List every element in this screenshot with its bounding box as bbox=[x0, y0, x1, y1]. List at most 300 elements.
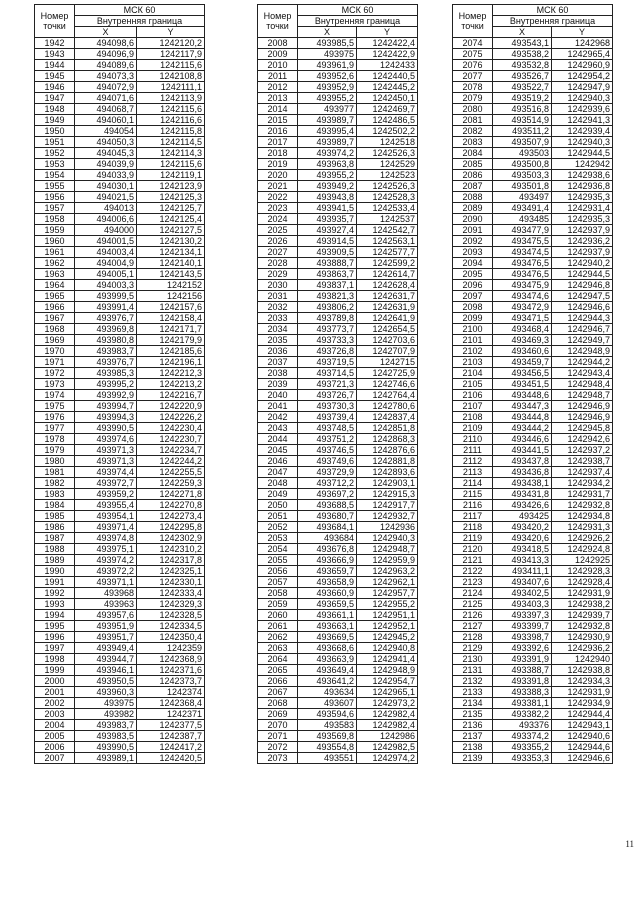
y-cell: 1242115,6 bbox=[137, 159, 205, 170]
y-cell: 1242216,7 bbox=[137, 390, 205, 401]
x-cell: 493952,9 bbox=[298, 82, 357, 93]
point-number-cell: 1950 bbox=[35, 126, 75, 137]
point-number-cell: 1957 bbox=[35, 203, 75, 214]
y-cell: 1242270,8 bbox=[137, 500, 205, 511]
y-cell: 1242928,4 bbox=[552, 577, 613, 588]
y-cell: 1242117,9 bbox=[137, 49, 205, 60]
msk-header: МСК 60 bbox=[75, 5, 205, 16]
table-row bbox=[453, 390, 613, 401]
point-number-cell: 2020 bbox=[258, 170, 298, 181]
table-row bbox=[453, 522, 613, 533]
point-number-cell: 1964 bbox=[35, 280, 75, 291]
table-row bbox=[35, 687, 205, 698]
x-cell: 493941,5 bbox=[298, 203, 357, 214]
x-cell: 493403,3 bbox=[493, 599, 552, 610]
x-cell: 493469,3 bbox=[493, 335, 552, 346]
x-cell: 493990,5 bbox=[75, 423, 137, 434]
table-row bbox=[35, 159, 205, 170]
x-cell: 493399,7 bbox=[493, 621, 552, 632]
table-row bbox=[35, 753, 205, 764]
point-number-cell: 2068 bbox=[258, 698, 298, 709]
x-cell: 493971,3 bbox=[75, 456, 137, 467]
y-cell: 1242946,6 bbox=[552, 753, 613, 764]
x-cell: 493714,5 bbox=[298, 368, 357, 379]
y-cell: 1242334,5 bbox=[137, 621, 205, 632]
y-cell: 1242158,4 bbox=[137, 313, 205, 324]
x-cell: 493974,6 bbox=[75, 434, 137, 445]
point-number-cell: 1983 bbox=[35, 489, 75, 500]
table-row bbox=[453, 687, 613, 698]
point-number-cell: 2080 bbox=[453, 104, 493, 115]
x-cell: 494096,9 bbox=[75, 49, 137, 60]
table-row bbox=[258, 434, 418, 445]
y-cell: 1242942 bbox=[552, 159, 613, 170]
table-row bbox=[35, 148, 205, 159]
table-row bbox=[258, 269, 418, 280]
point-number-cell: 1997 bbox=[35, 643, 75, 654]
point-number-cell: 2091 bbox=[453, 225, 493, 236]
point-number-cell: 1945 bbox=[35, 71, 75, 82]
y-cell: 1242157,6 bbox=[137, 302, 205, 313]
point-number-cell: 2000 bbox=[35, 676, 75, 687]
y-cell: 1242934,3 bbox=[552, 676, 613, 687]
table-row bbox=[453, 148, 613, 159]
table-row bbox=[35, 544, 205, 555]
x-cell: 493949,4 bbox=[75, 643, 137, 654]
y-cell: 1242433 bbox=[357, 60, 418, 71]
table-row bbox=[258, 687, 418, 698]
y-cell: 1242936 bbox=[357, 522, 418, 533]
y-cell: 1242328,5 bbox=[137, 610, 205, 621]
table-row bbox=[258, 643, 418, 654]
y-cell: 1242113,9 bbox=[137, 93, 205, 104]
y-cell: 1242371,6 bbox=[137, 665, 205, 676]
x-cell: 493391,9 bbox=[493, 654, 552, 665]
table-row bbox=[35, 357, 205, 368]
x-cell: 494089,6 bbox=[75, 60, 137, 71]
y-cell: 1242934,9 bbox=[552, 698, 613, 709]
x-cell: 493999,5 bbox=[75, 291, 137, 302]
y-cell: 1242325,1 bbox=[137, 566, 205, 577]
msk-header: МСК 60 bbox=[298, 5, 418, 16]
y-cell: 1242317,8 bbox=[137, 555, 205, 566]
point-number-cell: 2001 bbox=[35, 687, 75, 698]
point-number-cell: 1953 bbox=[35, 159, 75, 170]
x-cell: 493471,5 bbox=[493, 313, 552, 324]
table-row bbox=[35, 346, 205, 357]
point-number-cell: 2103 bbox=[453, 357, 493, 368]
table-row bbox=[453, 467, 613, 478]
y-cell: 1242715 bbox=[357, 357, 418, 368]
point-number-cell: 1942 bbox=[35, 38, 75, 49]
table-row bbox=[453, 621, 613, 632]
table-row bbox=[453, 588, 613, 599]
y-cell: 1242563,1 bbox=[357, 236, 418, 247]
x-cell: 493661,1 bbox=[298, 610, 357, 621]
x-cell: 494003,3 bbox=[75, 280, 137, 291]
point-number-cell: 2134 bbox=[453, 698, 493, 709]
point-number-cell: 2009 bbox=[258, 49, 298, 60]
x-cell: 494006,6 bbox=[75, 214, 137, 225]
table-row bbox=[258, 555, 418, 566]
y-cell: 1242641,9 bbox=[357, 313, 418, 324]
table-row bbox=[258, 38, 418, 49]
point-number-cell: 2055 bbox=[258, 555, 298, 566]
table-row bbox=[258, 511, 418, 522]
point-number-cell: 2100 bbox=[453, 324, 493, 335]
table-row bbox=[453, 291, 613, 302]
table-row bbox=[453, 577, 613, 588]
x-cell: 493398,7 bbox=[493, 632, 552, 643]
table-row bbox=[35, 126, 205, 137]
table-row bbox=[258, 445, 418, 456]
y-cell: 1242925 bbox=[552, 555, 613, 566]
table-row bbox=[258, 467, 418, 478]
y-cell: 1242903,1 bbox=[357, 478, 418, 489]
y-header: Y bbox=[137, 27, 205, 38]
x-cell: 493522,7 bbox=[493, 82, 552, 93]
table-row bbox=[258, 280, 418, 291]
table-row bbox=[258, 93, 418, 104]
point-number-label-2: точки bbox=[43, 21, 66, 31]
table-row bbox=[453, 214, 613, 225]
point-number-label-1: Номер bbox=[40, 11, 69, 21]
x-cell: 493437,8 bbox=[493, 456, 552, 467]
x-cell: 493407,6 bbox=[493, 577, 552, 588]
point-number-cell: 2032 bbox=[258, 302, 298, 313]
point-number-cell: 2017 bbox=[258, 137, 298, 148]
table-row bbox=[258, 720, 418, 731]
y-cell: 1242244,2 bbox=[137, 456, 205, 467]
x-cell: 493975,1 bbox=[75, 544, 137, 555]
point-number-cell: 2063 bbox=[258, 643, 298, 654]
table-row bbox=[35, 577, 205, 588]
y-cell: 1242948,7 bbox=[357, 544, 418, 555]
table-row bbox=[258, 610, 418, 621]
x-cell: 493420,6 bbox=[493, 533, 552, 544]
y-cell: 1242130,2 bbox=[137, 236, 205, 247]
point-number-cell: 2076 bbox=[453, 60, 493, 71]
point-number-cell: 2123 bbox=[453, 577, 493, 588]
y-cell: 1242523 bbox=[357, 170, 418, 181]
y-cell: 1242982,4 bbox=[357, 709, 418, 720]
x-cell: 493974,8 bbox=[75, 533, 137, 544]
table-row bbox=[453, 478, 613, 489]
x-cell: 493666,9 bbox=[298, 555, 357, 566]
point-number-cell: 2126 bbox=[453, 610, 493, 621]
point-number-cell: 1992 bbox=[35, 588, 75, 599]
table-row bbox=[453, 632, 613, 643]
y-cell: 1242450,1 bbox=[357, 93, 418, 104]
x-cell: 493476,5 bbox=[493, 269, 552, 280]
point-number-cell: 2053 bbox=[258, 533, 298, 544]
point-number-cell: 2048 bbox=[258, 478, 298, 489]
x-cell: 493684 bbox=[298, 533, 357, 544]
y-cell: 1242924,8 bbox=[552, 544, 613, 555]
table-row bbox=[258, 236, 418, 247]
x-cell: 493983,7 bbox=[75, 720, 137, 731]
point-number-cell: 2004 bbox=[35, 720, 75, 731]
table-row bbox=[258, 489, 418, 500]
y-cell: 1242944,6 bbox=[552, 742, 613, 753]
point-number-cell: 2044 bbox=[258, 434, 298, 445]
point-number-cell: 2071 bbox=[258, 731, 298, 742]
y-cell: 1242939,6 bbox=[552, 104, 613, 115]
y-cell: 1242936,8 bbox=[552, 181, 613, 192]
point-number-cell: 2128 bbox=[453, 632, 493, 643]
table-row bbox=[35, 610, 205, 621]
coord-table-3 bbox=[452, 4, 613, 764]
x-cell: 493497 bbox=[493, 192, 552, 203]
table-row bbox=[258, 456, 418, 467]
x-cell: 493413,3 bbox=[493, 555, 552, 566]
x-cell: 493909,5 bbox=[298, 247, 357, 258]
x-cell: 493355,2 bbox=[493, 742, 552, 753]
point-number-cell: 2037 bbox=[258, 357, 298, 368]
point-number-cell: 2130 bbox=[453, 654, 493, 665]
y-cell: 1242179,9 bbox=[137, 335, 205, 346]
y-cell: 1242948,4 bbox=[552, 379, 613, 390]
point-number-cell: 2034 bbox=[258, 324, 298, 335]
x-cell: 493726,7 bbox=[298, 390, 357, 401]
y-cell: 1242935,3 bbox=[552, 192, 613, 203]
y-cell: 1242957,7 bbox=[357, 588, 418, 599]
y-cell: 1242537 bbox=[357, 214, 418, 225]
table-row bbox=[35, 555, 205, 566]
y-cell: 1242954,7 bbox=[357, 676, 418, 687]
table-row bbox=[453, 82, 613, 93]
point-number-cell: 2016 bbox=[258, 126, 298, 137]
point-number-cell: 2136 bbox=[453, 720, 493, 731]
y-cell: 1242937,4 bbox=[552, 467, 613, 478]
table-row bbox=[258, 544, 418, 555]
point-number-cell: 2109 bbox=[453, 423, 493, 434]
y-cell: 1242948,9 bbox=[552, 346, 613, 357]
point-number-cell: 2084 bbox=[453, 148, 493, 159]
x-cell: 493806,2 bbox=[298, 302, 357, 313]
point-number-cell: 1976 bbox=[35, 412, 75, 423]
y-cell: 1242212,3 bbox=[137, 368, 205, 379]
y-cell: 1242939,4 bbox=[552, 126, 613, 137]
table-row bbox=[35, 654, 205, 665]
table-row bbox=[35, 49, 205, 60]
y-cell: 1242486,5 bbox=[357, 115, 418, 126]
point-number-cell: 2050 bbox=[258, 500, 298, 511]
x-cell: 493583 bbox=[298, 720, 357, 731]
x-cell: 493935,7 bbox=[298, 214, 357, 225]
x-cell: 493952,6 bbox=[298, 71, 357, 82]
table-row bbox=[35, 467, 205, 478]
x-cell: 493863,7 bbox=[298, 269, 357, 280]
y-cell: 1242542,7 bbox=[357, 225, 418, 236]
y-cell: 1242946,6 bbox=[552, 302, 613, 313]
point-number-cell: 2014 bbox=[258, 104, 298, 115]
x-cell: 494004,9 bbox=[75, 258, 137, 269]
x-cell: 493474,5 bbox=[493, 247, 552, 258]
point-number-cell: 2113 bbox=[453, 467, 493, 478]
point-number-cell: 2104 bbox=[453, 368, 493, 379]
table-row bbox=[453, 258, 613, 269]
table-row bbox=[453, 423, 613, 434]
table-row bbox=[258, 401, 418, 412]
y-cell: 1242942,6 bbox=[552, 434, 613, 445]
y-cell: 1242960,9 bbox=[552, 60, 613, 71]
table-row bbox=[35, 280, 205, 291]
table-row bbox=[35, 742, 205, 753]
table-row bbox=[258, 192, 418, 203]
boundary-header: Внутренняя граница bbox=[493, 16, 613, 27]
table-row bbox=[258, 522, 418, 533]
table-row bbox=[453, 60, 613, 71]
x-cell: 493668,6 bbox=[298, 643, 357, 654]
table-row bbox=[258, 423, 418, 434]
y-cell: 1242952,1 bbox=[357, 621, 418, 632]
x-cell: 493663,1 bbox=[298, 621, 357, 632]
point-number-cell: 2022 bbox=[258, 192, 298, 203]
x-cell: 493501,8 bbox=[493, 181, 552, 192]
table-row bbox=[258, 302, 418, 313]
y-cell: 1242220,9 bbox=[137, 401, 205, 412]
y-cell: 1242945,8 bbox=[552, 423, 613, 434]
point-number-cell: 1962 bbox=[35, 258, 75, 269]
y-cell: 1242115,6 bbox=[137, 60, 205, 71]
y-cell: 1242944,5 bbox=[552, 148, 613, 159]
point-number-cell: 2105 bbox=[453, 379, 493, 390]
y-cell: 1242469,7 bbox=[357, 104, 418, 115]
y-cell: 1242377,5 bbox=[137, 720, 205, 731]
point-number-header bbox=[258, 5, 298, 38]
x-cell: 493444,2 bbox=[493, 423, 552, 434]
point-number-cell: 1990 bbox=[35, 566, 75, 577]
point-number-cell: 2011 bbox=[258, 71, 298, 82]
x-cell: 494073,3 bbox=[75, 71, 137, 82]
y-cell: 1242932,8 bbox=[552, 500, 613, 511]
point-number-label-1: Номер bbox=[458, 11, 487, 21]
table-row bbox=[258, 60, 418, 71]
point-number-cell: 2033 bbox=[258, 313, 298, 324]
table-row bbox=[35, 643, 205, 654]
y-cell: 1242120,2 bbox=[137, 38, 205, 49]
table-row bbox=[453, 335, 613, 346]
point-number-cell: 2072 bbox=[258, 742, 298, 753]
table-row bbox=[35, 423, 205, 434]
y-cell: 1242932,8 bbox=[552, 621, 613, 632]
table-row bbox=[258, 368, 418, 379]
x-cell: 493474,6 bbox=[493, 291, 552, 302]
y-cell: 1242936,2 bbox=[552, 236, 613, 247]
y-cell: 1242330,1 bbox=[137, 577, 205, 588]
x-cell: 493374,2 bbox=[493, 731, 552, 742]
x-cell: 493438,1 bbox=[493, 478, 552, 489]
y-cell: 1242936,2 bbox=[552, 643, 613, 654]
x-cell: 493594,6 bbox=[298, 709, 357, 720]
point-number-cell: 2107 bbox=[453, 401, 493, 412]
point-number-cell: 2079 bbox=[453, 93, 493, 104]
x-cell: 493503,3 bbox=[493, 170, 552, 181]
y-cell: 1242948,9 bbox=[357, 665, 418, 676]
table-row bbox=[35, 390, 205, 401]
y-cell: 1242945,2 bbox=[357, 632, 418, 643]
point-number-cell: 2089 bbox=[453, 203, 493, 214]
x-cell: 493946,1 bbox=[75, 665, 137, 676]
point-number-cell: 2006 bbox=[35, 742, 75, 753]
table-row bbox=[35, 313, 205, 324]
point-number-cell: 2054 bbox=[258, 544, 298, 555]
y-cell: 1242917,7 bbox=[357, 500, 418, 511]
point-number-cell: 2029 bbox=[258, 269, 298, 280]
point-number-cell: 1986 bbox=[35, 522, 75, 533]
point-number-cell: 2115 bbox=[453, 489, 493, 500]
x-cell: 493963 bbox=[75, 599, 137, 610]
y-cell: 1242893,6 bbox=[357, 467, 418, 478]
x-cell: 493943,8 bbox=[298, 192, 357, 203]
table-row bbox=[35, 445, 205, 456]
x-cell: 494033,9 bbox=[75, 170, 137, 181]
point-number-cell: 1988 bbox=[35, 544, 75, 555]
x-cell: 493514,9 bbox=[493, 115, 552, 126]
x-cell: 493712,2 bbox=[298, 478, 357, 489]
table-row bbox=[453, 533, 613, 544]
table-row bbox=[35, 104, 205, 115]
x-cell: 493688,5 bbox=[298, 500, 357, 511]
table-row bbox=[453, 709, 613, 720]
y-cell: 1242881,8 bbox=[357, 456, 418, 467]
x-cell: 494003,4 bbox=[75, 247, 137, 258]
table-row bbox=[35, 379, 205, 390]
table-row bbox=[453, 324, 613, 335]
point-number-cell: 2132 bbox=[453, 676, 493, 687]
point-number-cell: 1980 bbox=[35, 456, 75, 467]
x-cell: 493392,6 bbox=[493, 643, 552, 654]
table-row bbox=[258, 753, 418, 764]
table-row bbox=[258, 49, 418, 60]
y-cell: 1242944,5 bbox=[552, 269, 613, 280]
point-number-cell: 2114 bbox=[453, 478, 493, 489]
point-number-cell: 1978 bbox=[35, 434, 75, 445]
table-row bbox=[35, 38, 205, 49]
boundary-header: Внутренняя граница bbox=[298, 16, 418, 27]
point-number-cell: 2099 bbox=[453, 313, 493, 324]
y-cell: 1242944,4 bbox=[552, 709, 613, 720]
table-row bbox=[453, 181, 613, 192]
point-number-cell: 1984 bbox=[35, 500, 75, 511]
x-cell: 493944,7 bbox=[75, 654, 137, 665]
y-cell: 1242599,2 bbox=[357, 258, 418, 269]
point-number-cell: 2007 bbox=[35, 753, 75, 764]
point-number-cell: 2137 bbox=[453, 731, 493, 742]
x-cell: 493955,2 bbox=[298, 93, 357, 104]
point-number-cell: 1951 bbox=[35, 137, 75, 148]
point-number-cell: 1952 bbox=[35, 148, 75, 159]
table-row bbox=[453, 49, 613, 60]
point-number-cell: 1960 bbox=[35, 236, 75, 247]
point-number-cell: 2085 bbox=[453, 159, 493, 170]
point-number-cell: 2078 bbox=[453, 82, 493, 93]
table-row bbox=[35, 181, 205, 192]
table-row bbox=[258, 412, 418, 423]
point-number-cell: 2028 bbox=[258, 258, 298, 269]
y-cell: 1242937,2 bbox=[552, 445, 613, 456]
y-cell: 1242940 bbox=[552, 654, 613, 665]
y-cell: 1242526,3 bbox=[357, 181, 418, 192]
y-cell: 1242631,7 bbox=[357, 291, 418, 302]
table-row bbox=[453, 115, 613, 126]
point-number-cell: 1965 bbox=[35, 291, 75, 302]
point-number-cell: 2108 bbox=[453, 412, 493, 423]
y-cell: 1242944,2 bbox=[552, 357, 613, 368]
x-cell: 493957,6 bbox=[75, 610, 137, 621]
y-cell: 1242944,3 bbox=[552, 313, 613, 324]
